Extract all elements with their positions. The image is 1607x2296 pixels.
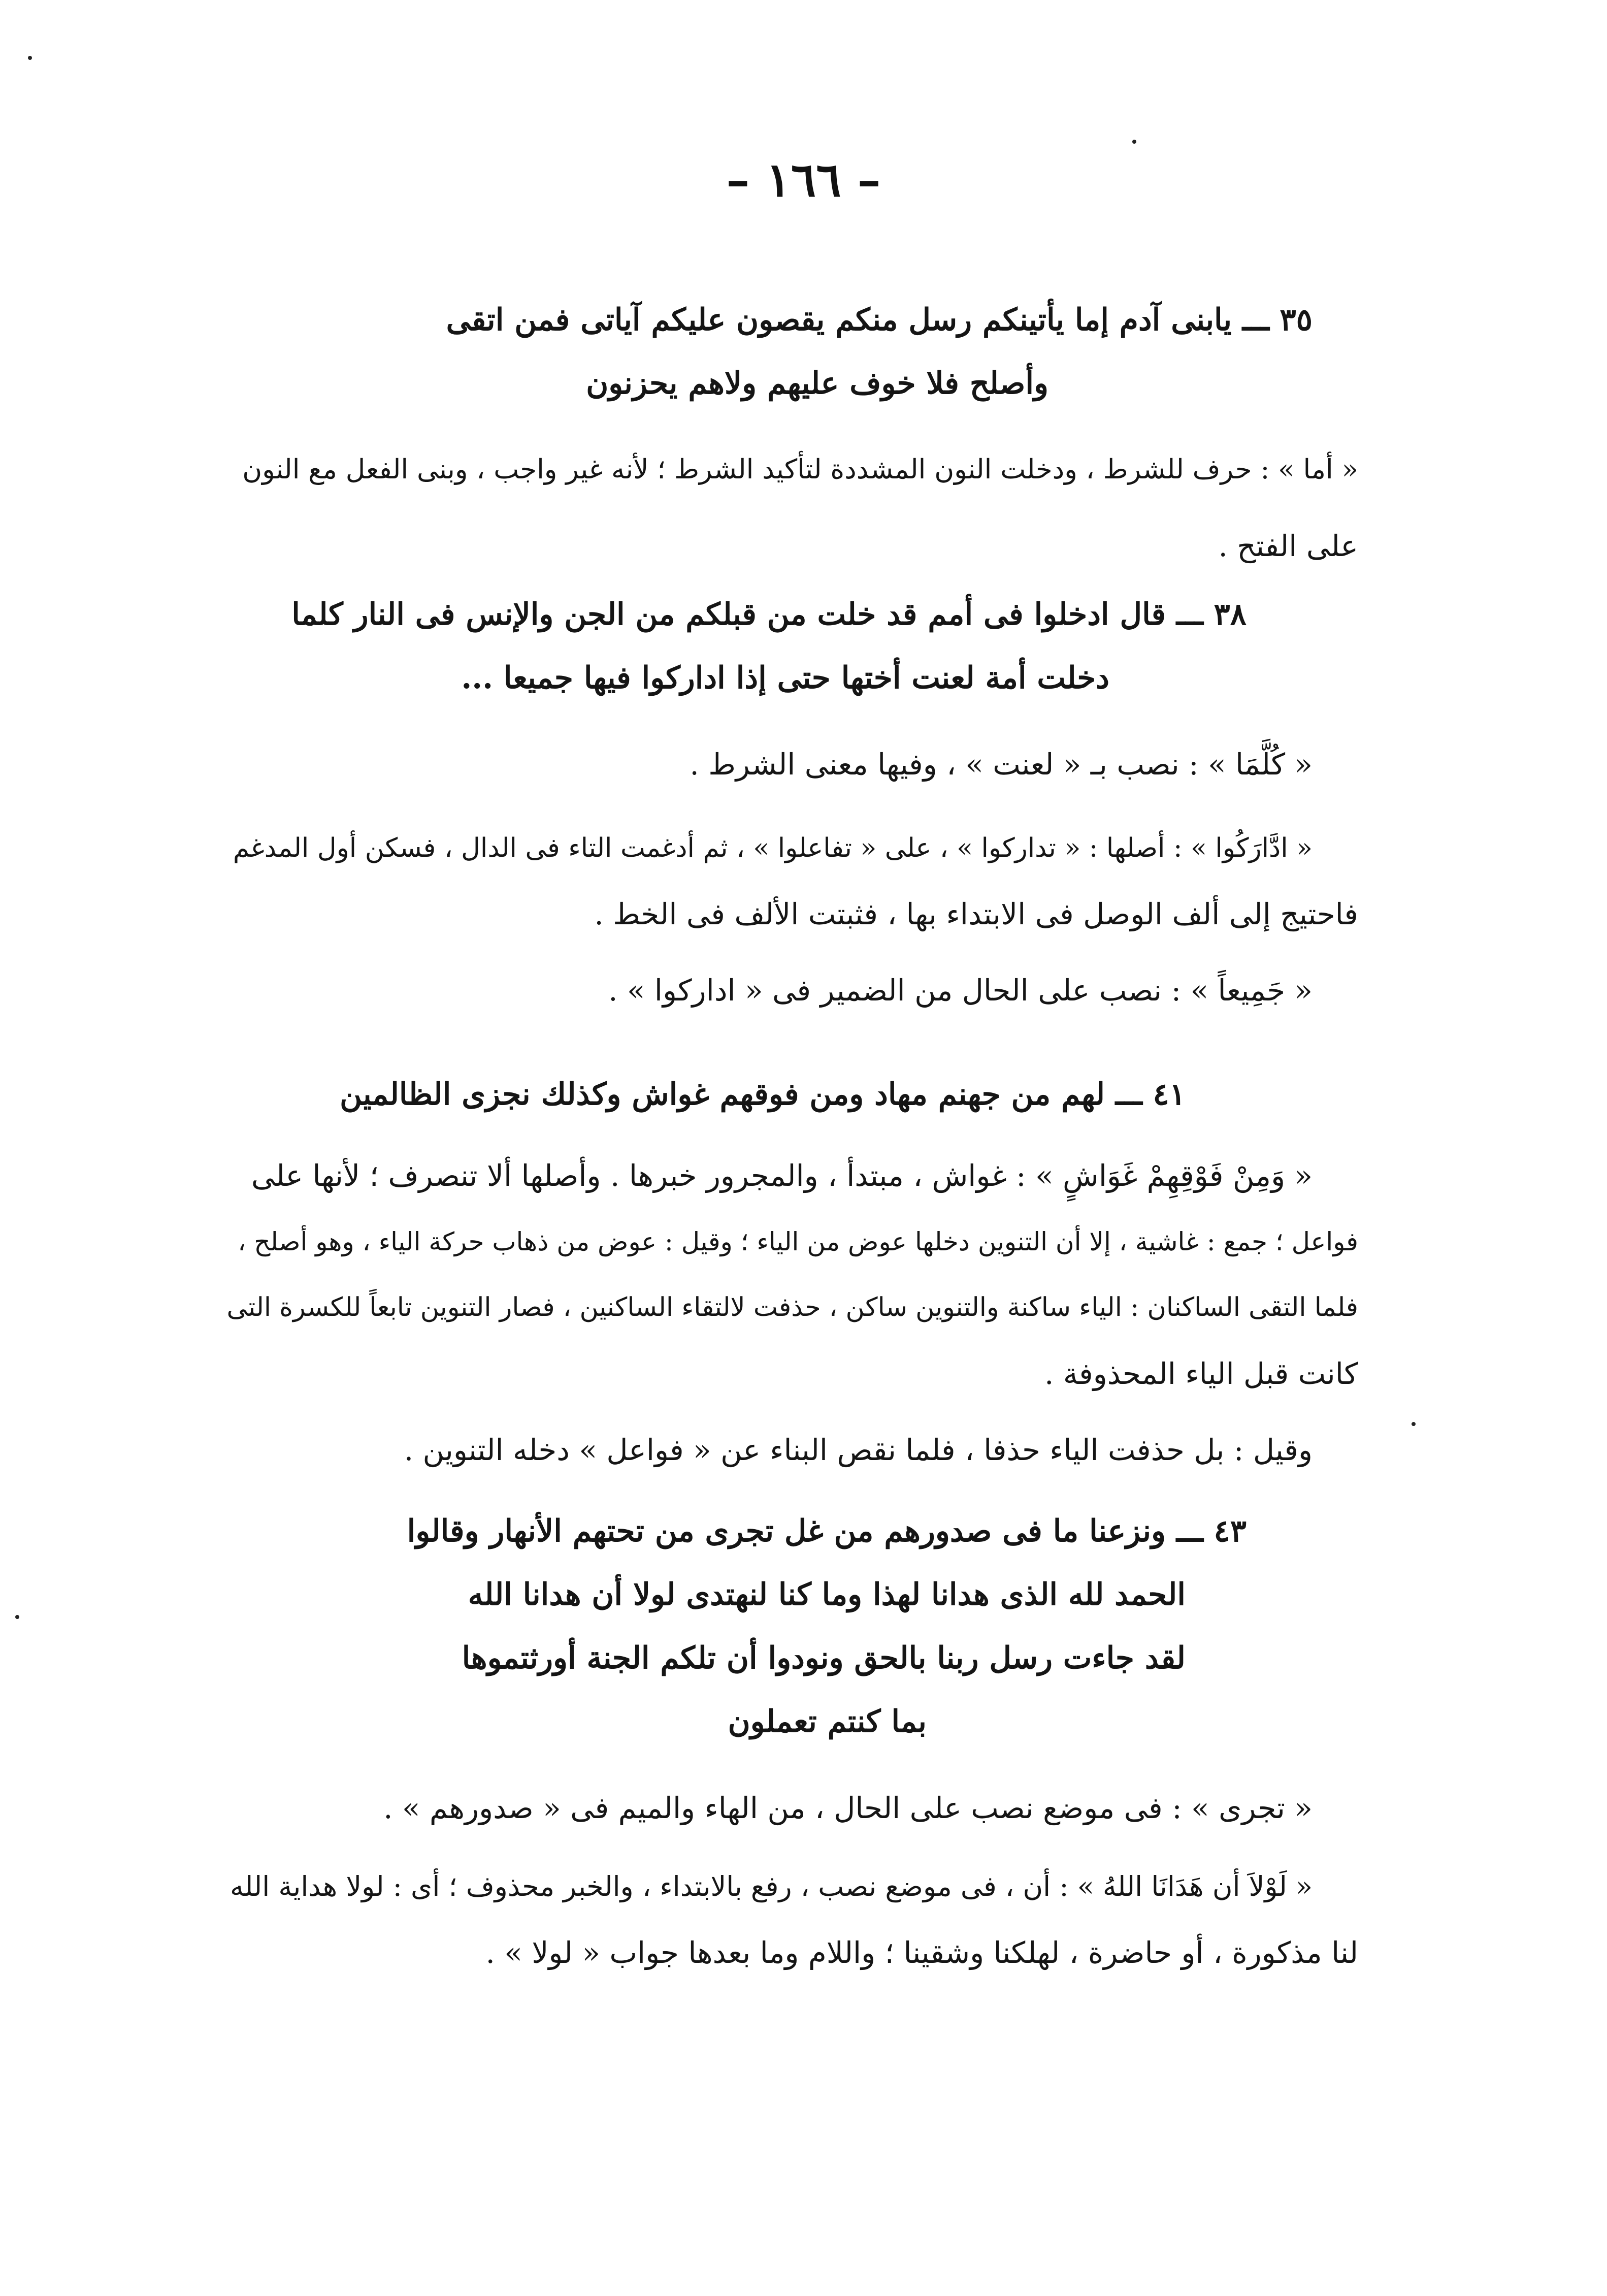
commentary-lawla-line-1: « لَوْلاَ أن هَدَانَا اللهُ » : أن ، فى موضع نصب ، رفع بالابتداء ، والخبر محذوف ؛ أى : لولا هداية الله [229, 1870, 1313, 1902]
page-number: – ١٦٦ – [726, 152, 881, 207]
verse-43-line-2: الحمد لله الذى هدانا لهذا وما كنا لنهتدى لولا أن هدانا الله [468, 1577, 1186, 1612]
verse-38-line-2: دخلت أمة لعنت أختها حتى إذا اداركوا فيها جميعا ... [461, 660, 1109, 696]
scan-speck [15, 1615, 19, 1619]
commentary-amma-line-2: على الفتح . [1218, 529, 1358, 563]
commentary-ghawash-line-2: فواعل ؛ جمع : غاشية ، إلا أن التنوين دخلها عوض من الياء ؛ وقيل : عوض من ذهاب حركة الياء ، وهو أصلح ، [238, 1227, 1358, 1256]
commentary-jamian: « جَمِيعاً » : نصب على الحال من الضمير فى « اداركوا » . [608, 973, 1313, 1008]
commentary-iddarakou-line-2: فاحتيج إلى ألف الوصل فى الابتداء بها ، فثبتت الألف فى الخط . [594, 897, 1358, 931]
commentary-kullama: « كُلَّمَا » : نصب بـ « لعنت » ، وفيها معنى الشرط . [690, 747, 1313, 782]
scan-speck [1132, 140, 1136, 144]
verse-43-line-4: بما كنتم تعملون [728, 1704, 927, 1739]
commentary-ghawash-line-3: فلما التقى الساكنان : الياء ساكنة والتنوين ساكن ، حذفت لالتقاء الساكنين ، فصار التنوين تابعاً للكسرة التى [226, 1292, 1358, 1322]
commentary-tajri: « تجرى » : فى موضع نصب على الحال ، من الهاء والميم فى « صدورهم » . [383, 1791, 1313, 1825]
commentary-ghawash-line-1: « وَمِنْ فَوْقِهِمْ غَوَاشٍ » : غواش ، مبتدأ ، والمجرور خبرها . وأصلها ألا تنصرف ؛ لأنها على [251, 1158, 1313, 1193]
verse-35-line-1: ٣٥ ـــ يابنى آدم إما يأتينكم رسل منكم يقصون عليكم آياتى فمن اتقى [446, 302, 1313, 338]
commentary-amma-line-1: « أما » : حرف للشرط ، ودخلت النون المشددة لتأكيد الشرط ؛ لأنه غير واجب ، وبنى الفعل مع النون [242, 454, 1358, 485]
commentary-lawla-line-2: لنا مذكورة ، أو حاضرة ، لهلكنا وشقينا ؛ واللام وما بعدها جواب « لولا » . [485, 1935, 1358, 1970]
verse-41: ٤١ ـــ لهم من جهنم مهاد ومن فوقهم غواش وكذلك نجزى الظالمين [340, 1077, 1186, 1112]
scan-speck [28, 56, 32, 60]
verse-43-line-3: لقد جاءت رسل ربنا بالحق ونودوا أن تلكم الجنة أورثتموها [462, 1640, 1186, 1676]
verse-35-line-2: وأصلح فلا خوف عليهم ولاهم يحزنون [586, 366, 1048, 401]
verse-43-line-1: ٤٣ ـــ ونزعنا ما فى صدورهم من غل تجرى من تحتهم الأنهار وقالوا [407, 1513, 1247, 1549]
commentary-iddarakou-line-1: « ادَّارَكُوا » : أصلها : « تداركوا » ، على « تفاعلوا » ، ثم أدغمت التاء فى الدال ، فسكن أول المدغم [233, 833, 1313, 863]
commentary-ghawash-line-4: كانت قبل الياء المحذوفة . [1044, 1356, 1358, 1391]
scan-speck [1412, 1422, 1416, 1426]
verse-38-line-1: ٣٨ ـــ قال ادخلوا فى أمم قد خلت من قبلكم من الجن والإنس فى النار كلما [291, 597, 1247, 632]
commentary-qeel: وقيل : بل حذفت الياء حذفا ، فلما نقص البناء عن « فواعل » دخله التنوين . [404, 1433, 1313, 1467]
